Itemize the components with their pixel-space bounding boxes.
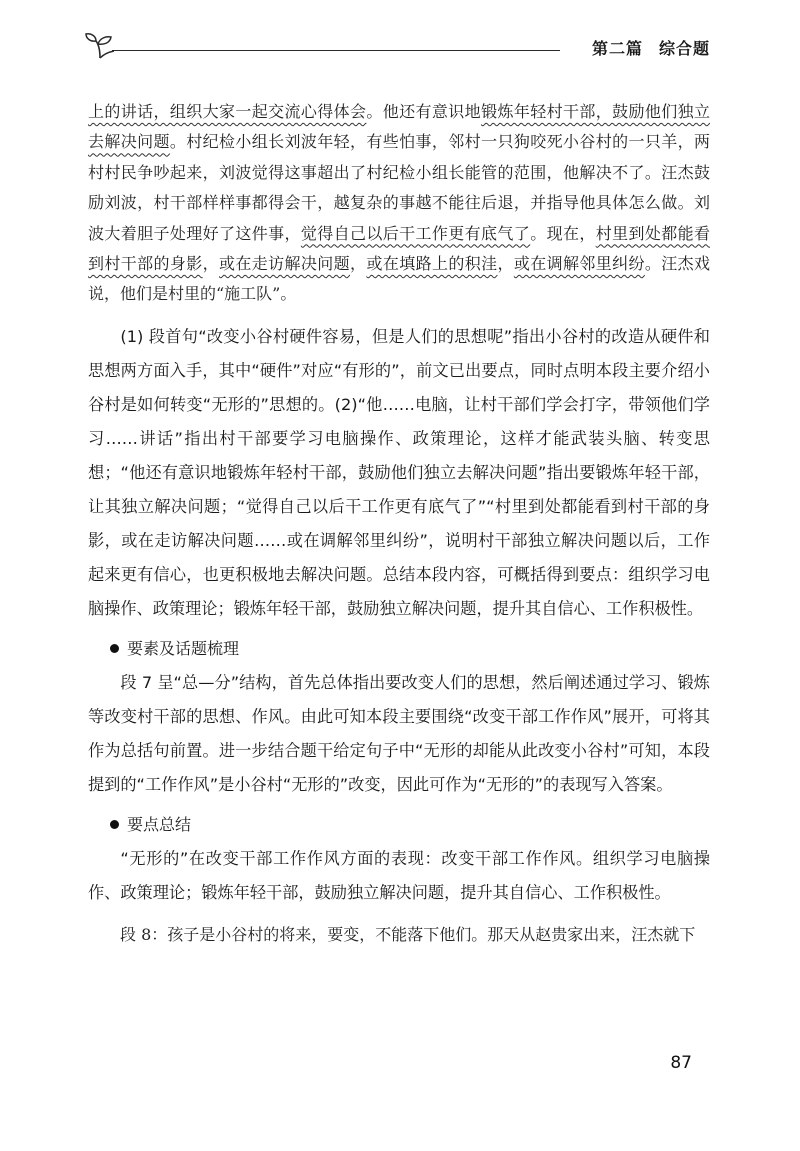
header-title: [592, 36, 710, 59]
sprout-icon: [84, 32, 118, 60]
wavy-underlined-text: 或在走访解决问题: [219, 254, 351, 274]
wavy-underlined-text: 上的讲话，组织大家一起交流心得体会: [88, 102, 367, 121]
header-section: 综合题: [658, 39, 710, 58]
text-run: ，: [497, 254, 514, 274]
text-run: 。汪杰戏说，他们是村里的“施工队”。: [88, 254, 710, 304]
paragraph-structure: 段 7 呈“总—分”结构，首先总体指出要改变人们的思想，然后阐述通过学习、锻炼等改变村干部的思想、作风。由此可知本段主要围绕“改变干部工作作风”展开，可将其作为总括句前置。进一步结合题干给定句子中“无形的却能从此改变小谷村”可知，本段提到的“工作作风”是小谷村“无形的”改变，因此可作为“无形的”的表现写入答案。: [88, 672, 710, 794]
section-heading-elements: [88, 632, 710, 666]
section-heading-summary: [88, 808, 710, 842]
paragraph-summary: “无形的”在改变干部工作作风方面的表现：改变干部工作作风。组织学习电脑操作、政策理论；锻炼年轻干部，鼓励独立解决问题，提升其自信心、工作积极性。: [88, 848, 710, 902]
paragraph-next-section: 段 8：孩子是小谷村的将来，要变，不能落下他们。那天从赵贵家出来，汪杰就下: [120, 924, 696, 944]
page-header: [84, 30, 710, 60]
header-part: 第二篇: [591, 39, 643, 58]
wavy-underlined-text: 或在调解邻里纠纷: [513, 254, 645, 274]
text-run: 。他还有意识地: [366, 102, 482, 121]
bullet-icon: [110, 644, 119, 653]
wavy-underlined-text: 村里到处都能看到村干部的身影: [88, 223, 710, 274]
text-run: 。村纪检小组长刘波年轻，有些怕事，邻村一只狗咬死小谷村的一只羊，两村村民争吵起来，刘波觉得这事超出了村纪检小组长能管的范围，他解决不了。汪杰鼓励刘波，村干部样样事都得会干，越复杂的事越不能往后退，并指导他具体怎么做。刘波大着胆子处理好了这件事，: [88, 132, 710, 243]
text-run: ，: [350, 254, 367, 274]
page-content: [88, 97, 710, 950]
paragraph-source-text: [88, 97, 710, 310]
bullet-icon: [110, 820, 119, 829]
header-rule: [112, 50, 560, 51]
wavy-underlined-text: 觉得自己以后干工作更有底气了: [300, 223, 531, 243]
wavy-underlined-text: 或在填路上的积洼: [366, 254, 498, 274]
wavy-underlined-text: 锻炼年轻村干部，鼓励他们独立去解决问题: [88, 102, 710, 152]
paragraph-analysis: (1) 段首句“改变小谷村硬件容易，但是人们的思想呢”指出小谷村的改造从硬件和思想两方面入手，其中“硬件”对应“有形的”，前文已出要点，同时点明本段主要介绍小谷村是如何转变“无形的”思想的。(2)“他……电脑，让村干部们学会打字，带领他们学习……讲话”指出村干部要学习电脑操作、政策理论，这样才能武装头脑、转变思想；“他还有意识地锻炼年轻村干部，鼓励他们独立去解决问题”指出要锻炼年轻干部，让其独立解决问题；“觉得自己以后干工作更有底气了”“村里到处都能看到村干部的身影，或在走访解决问题……或在调解邻里纠纷”，说明村干部独立解决问题以后，工作起来更有信心，也更积极地去解决问题。总结本段内容，可概括得到要点：组织学习电脑操作、政策理论；锻炼年轻干部，鼓励独立解决问题，提升其自信心、工作积极性。: [88, 326, 710, 618]
text-run: 。现在，: [530, 223, 596, 243]
heading-label: 要素及话题梳理: [127, 638, 240, 658]
heading-label: 要点总结: [127, 814, 192, 834]
text-run: ，: [202, 254, 220, 274]
page-number: 87: [670, 1053, 692, 1073]
